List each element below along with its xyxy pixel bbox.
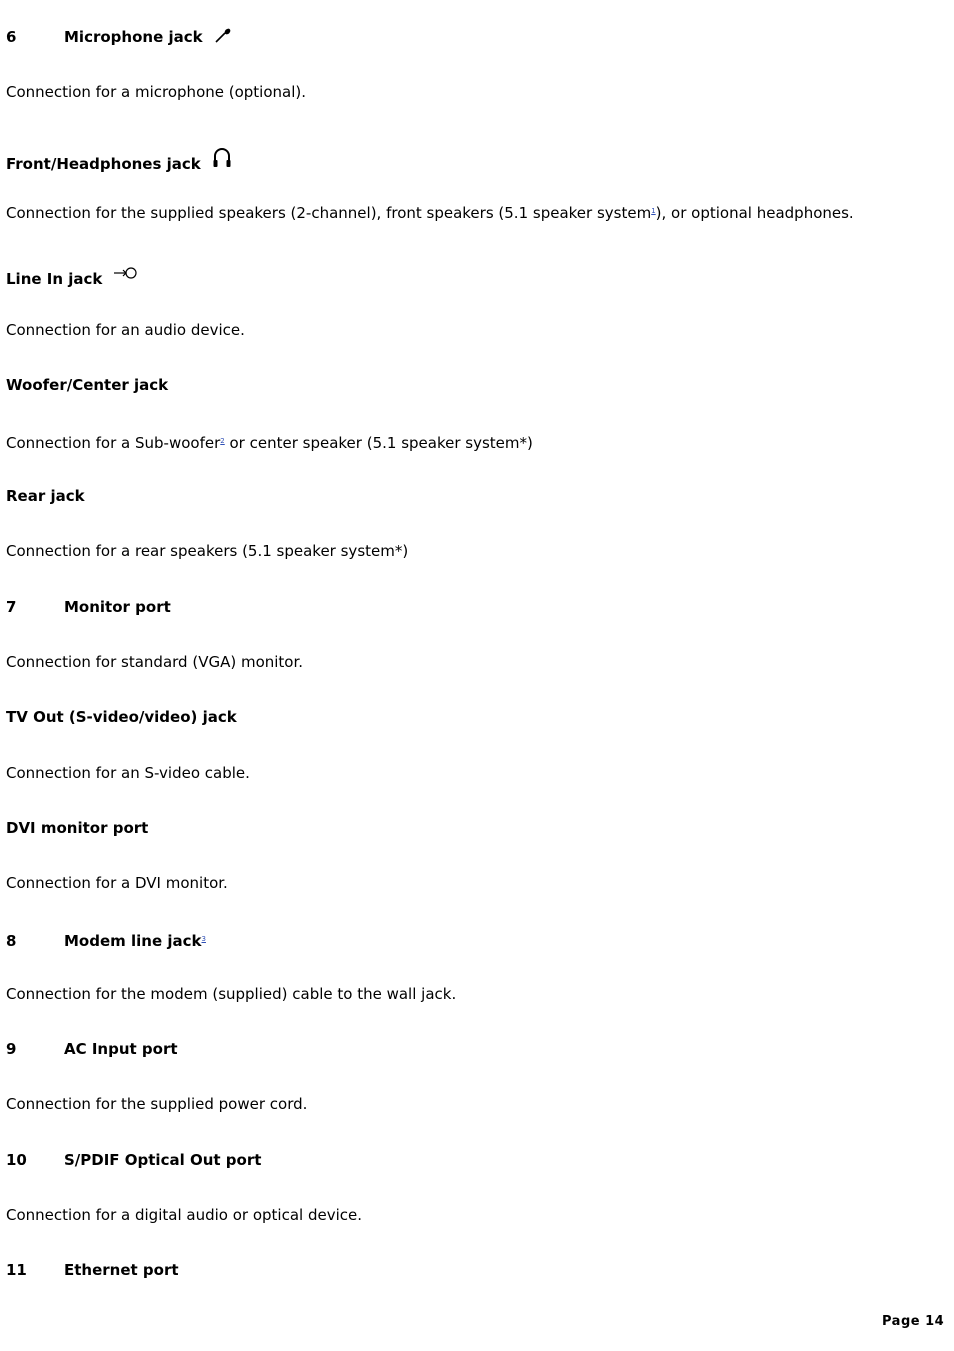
desc-microphone-jack: Connection for a microphone (optional). [6,83,307,101]
page-number: Page 14 [882,1314,945,1329]
item-title: Ethernet port [64,1261,179,1279]
footnote-link-1[interactable]: 1 [651,207,656,215]
desc-ac-input-port: Connection for the supplied power cord. [6,1095,308,1113]
heading-tv-out-jack: TV Out (S-video/video) jack [6,708,237,726]
desc-tv-out-jack: Connection for an S-video cable. [6,764,250,782]
item-title: Microphone jack [64,28,203,46]
heading-ethernet-port [6,1261,179,1279]
desc-line-in-jack: Connection for an audio device. [6,321,245,339]
desc-text: Connection for the supplied speakers (2-channel), front speakers (5.1 speaker system [6,204,652,222]
microphone-icon [214,28,232,48]
heading-spdif-port [6,1151,261,1169]
heading-ac-input-port [6,1040,178,1058]
item-number: 8 [6,932,17,950]
headphones-icon [212,147,232,173]
heading-dvi-monitor-port: DVI monitor port [6,819,149,837]
item-title: AC Input port [64,1040,178,1058]
heading-line-in-jack [6,266,138,288]
desc-text: or center speaker (5.1 speaker system*) [224,434,533,452]
footnote-link-3[interactable]: 3 [201,935,206,943]
desc-woofer-center-jack [6,432,533,452]
desc-text: Connection for a Sub-woofer [6,434,221,452]
footnote-link-2[interactable]: 2 [220,437,225,445]
heading-microphone-jack [6,28,232,48]
desc-modem-line-jack: Connection for the modem (supplied) cable to the wall jack. [6,985,457,1003]
desc-front-headphones-jack [6,202,854,222]
desc-spdif-port: Connection for a digital audio or optical device. [6,1206,362,1224]
item-title: Line In jack [6,270,103,288]
item-number: 6 [6,28,17,46]
heading-rear-jack: Rear jack [6,487,85,505]
heading-monitor-port [6,598,171,616]
item-number: 9 [6,1040,17,1058]
item-title: Modem line jack [64,932,202,950]
heading-woofer-center-jack: Woofer/Center jack [6,376,169,394]
desc-monitor-port: Connection for standard (VGA) monitor. [6,653,304,671]
item-title: S/PDIF Optical Out port [64,1151,262,1169]
desc-rear-jack: Connection for a rear speakers (5.1 speaker system*) [6,542,409,560]
item-number: 11 [6,1261,27,1279]
item-number: 7 [6,598,17,616]
heading-front-headphones-jack [6,147,232,173]
line-in-icon [114,266,138,286]
desc-text: ), or optional headphones. [655,204,854,222]
heading-modem-line-jack [6,930,206,950]
item-number: 10 [6,1151,27,1169]
item-title: Monitor port [64,598,171,616]
desc-dvi-monitor-port: Connection for a DVI monitor. [6,874,228,892]
item-title: Front/Headphones jack [6,155,201,173]
